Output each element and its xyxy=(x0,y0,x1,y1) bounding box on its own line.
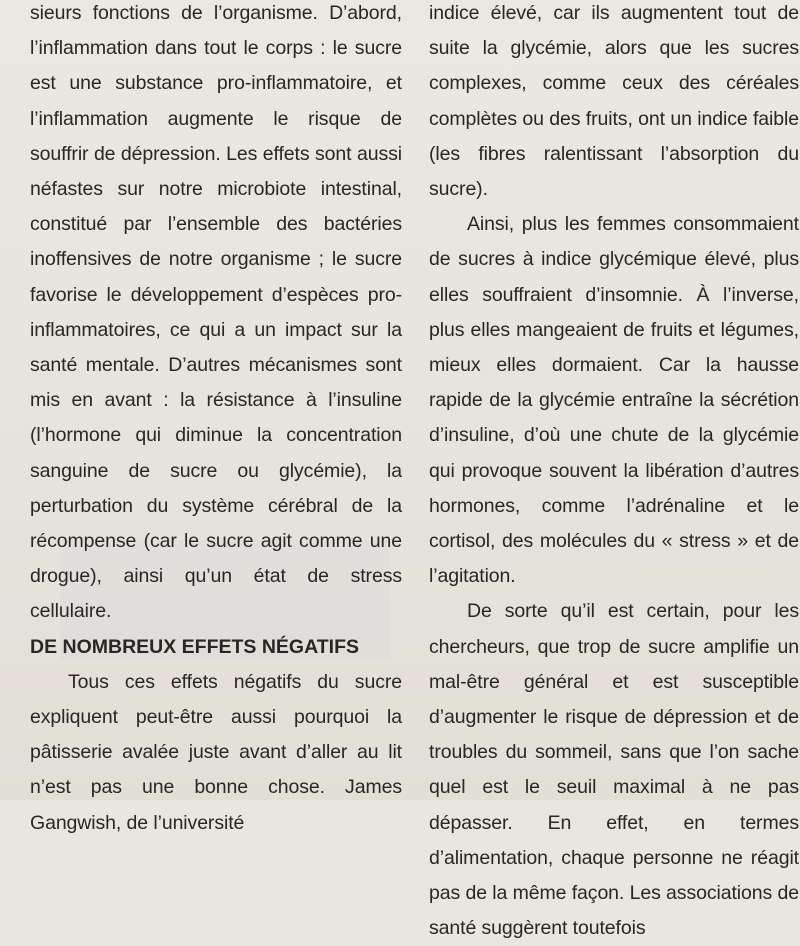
left-paragraph-2: Tous ces effets négatifs du sucre expliquent peut-être aussi pourquoi la pâtisserie avalée juste avant d’aller au lit n’est pas une bonne chose. James Gangwish, de l’université xyxy=(30,670,402,834)
left-paragraph-1: sieurs fonctions de l’organisme. D’abord, l’inflammation dans tout le corps : le sucre est une substance pro-inflammatoire, et l’inflammation augmente le risque de souffrir de dépression. Les effets sont aussi néfastes sur notre microbiote intestinal, constitué par l’ensemble des bactéries inoffensives de notre organisme ; le sucre favorise le développement d’espèces pro-inflammatoires, ce qui a un impact sur la santé mentale. D’autres mécanismes sont mis en avant : la résistance à l’insuline (l’hormone qui diminue la concentration sanguine de sucre ou glycémie), la perturbation du système cérébral de la récompense (car le sucre agit comme une drogue), ainsi qu’un état de stress cellulaire. xyxy=(30,2,402,623)
section-heading: DE NOMBREUX EFFETS NÉGATIFS xyxy=(30,635,359,658)
right-paragraph-2: Ainsi, plus les femmes consommaient de sucres à indice glycémique élevé, plus elles souffraient d’insomnie. À l’inverse, plus elles mangeaient de fruits et légumes, mieux elles dormaient. Car la hausse rapide de la glycémie entraîne la sécrétion d’insuline, d’où une chute de la glycémie qui provoque souvent la libération d’autres hormones, comme l’adrénaline et le cortisol, des molécules du « stress » et de l’agitation. xyxy=(429,213,799,588)
right-paragraph-1: indice élevé, car ils augmentent tout de suite la glycémie, alors que les sucres complexes, comme ceux des céréales complètes ou des fruits, ont un indice faible (les fibres ralentissant l’absorption du sucre). xyxy=(429,2,799,201)
left-column xyxy=(30,0,402,841)
right-paragraph-3: De sorte qu’il est certain, pour les chercheurs, que trop de sucre amplifie un mal-être général et est susceptible d’augmenter le risque de dépression et de troubles du sommeil, sans que l’on sache quel est le seuil maximal à ne pas dépasser. En effet, en termes d’alimentation, chaque personne ne réagit pas de la même façon. Les associations de santé suggèrent toutefois xyxy=(429,600,799,940)
right-column xyxy=(429,0,799,946)
